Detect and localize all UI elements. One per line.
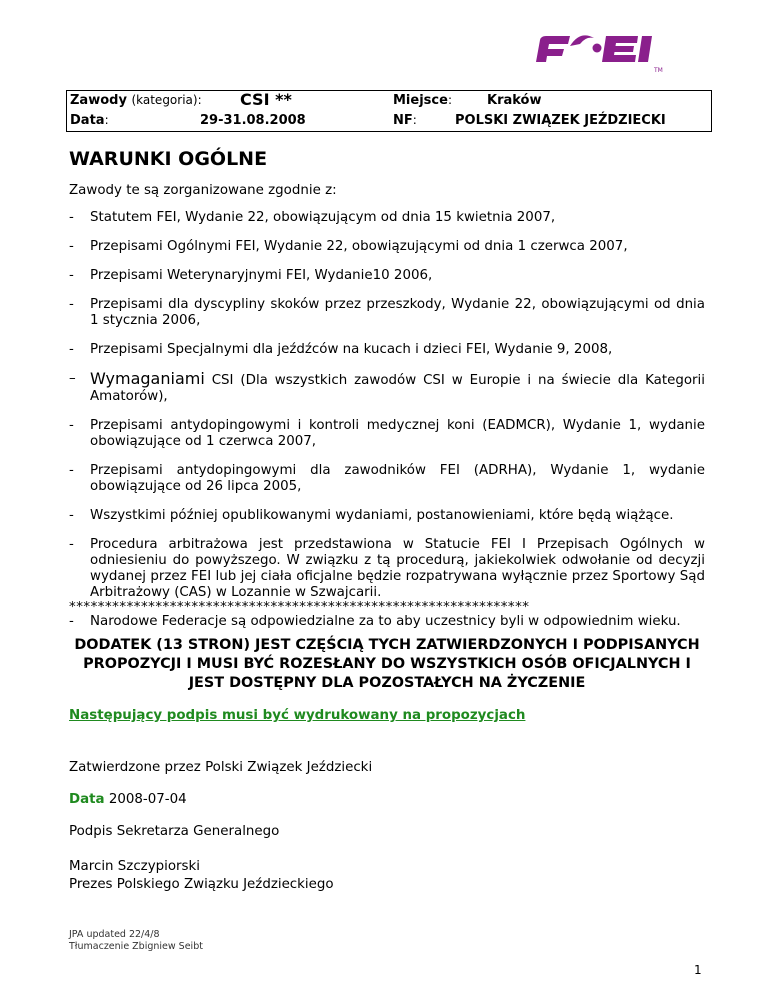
list-dash: - <box>69 463 74 478</box>
list-item-text: Statutem FEI, Wydanie 22, obowiązującym od dnia 15 kwietnia 2007, <box>90 210 556 225</box>
list-dash: - <box>69 342 74 357</box>
footer-updated: JPA updated 22/4/8 <box>69 929 160 940</box>
list-dash: - <box>69 239 74 254</box>
signature-notice-link[interactable]: Następujący podpis musi być wydrukowany na propozycjach <box>69 708 526 723</box>
signer-title: Prezes Polskiego Związku Jeździeckiego <box>69 877 334 892</box>
footer-translation: Tłumaczenie Zbigniew Seibt <box>69 941 203 952</box>
date-label-group: Data: <box>70 113 109 128</box>
intro-text: Zawody te są zorganizowane zgodnie z: <box>69 183 337 198</box>
list-item-text: Przepisami Ogólnymi FEI, Wydanie 22, obowiązującymi od dnia 1 czerwca 2007, <box>90 239 628 254</box>
list-dash: - <box>69 297 74 312</box>
list-item <box>69 342 705 358</box>
fei-logo <box>530 24 690 80</box>
list-item <box>69 268 705 284</box>
secretary-signature: Podpis Sekretarza Generalnego <box>69 824 280 839</box>
list-item <box>69 463 705 495</box>
list-item-text: Przepisami Weterynaryjnymi FEI, Wydanie10 2006, <box>90 268 433 283</box>
nf-value: POLSKI ZWIĄZEK JEŹDZIECKI <box>455 113 666 128</box>
footer <box>69 929 203 953</box>
place-label-group: Miejsce: <box>393 93 452 108</box>
list-item <box>69 239 705 255</box>
list-dash: - <box>69 508 74 523</box>
event-label-group: Zawody (kategoria): <box>70 93 202 108</box>
approved-by: Zatwierdzone przez Polski Związek Jeździecki <box>69 760 373 775</box>
svg-text:TM: TM <box>654 67 663 74</box>
place-value: Kraków <box>487 93 542 108</box>
list-item <box>69 210 705 226</box>
date-value: 29-31.08.2008 <box>200 113 306 128</box>
list-item-text: Wymaganiami CSI (Dla wszystkich zawodów CSI w Europie i na świecie dla Kategorii Amatorów), <box>90 369 705 404</box>
list-item-text: Przepisami antydopingowymi i kontroli medycznej koni (EADMCR), Wydanie 1, wydanie obowiązujące od 1 czerwca 2007, <box>90 418 705 449</box>
signer-name: Marcin Szczypiorski <box>69 859 201 874</box>
page-number: 1 <box>694 963 702 977</box>
event-value: CSI ** <box>240 90 292 109</box>
list-item-text: Procedura arbitrażowa jest przedstawiona w Statucie FEI I Przepisach Ogólnych w odniesieniu do powyższego. W związku z tą procedurą, jakiekolwiek odwołanie od decyzji wydanej przez FEI lub jej ciała oficjalne będzie rozpatrywana wyłącznie przez Sportowy Sąd Arbitrażowy (CAS) w Lozannie w Szwajcarii. <box>90 537 705 600</box>
separator-stars: **************************************************************** <box>69 600 530 615</box>
approval-date-label: Data <box>69 792 105 807</box>
list-item <box>69 418 705 450</box>
annex-notice: DODATEK (13 STRON) JEST CZĘŚCIĄ TYCH ZATWIERDZONYCH I PODPISANYCH PROPOZYCJI I MUSI BYĆ ROZESŁANY DO WSZYSTKICH OSÓB OFICJALNYCH I JEST DOSTĘPNY DLA POZOSTAŁYCH NA ŻYCZENIE <box>74 637 700 691</box>
list-item <box>69 614 705 630</box>
list-item-text: Wszystkimi później opublikowanymi wydaniami, postanowieniami, które będą wiążące. <box>90 508 674 523</box>
list-item-text: Przepisami dla dyscypliny skoków przez przeszkody, Wydanie 22, obowiązującymi od dnia 1 stycznia 2006, <box>90 297 705 328</box>
list-dash: - <box>69 210 74 225</box>
signer-block <box>69 858 334 894</box>
approval-date-value: 2008-07-04 <box>104 792 187 807</box>
list-item <box>69 537 705 601</box>
nf-label-group: NF: <box>393 113 417 128</box>
page-title: WARUNKI OGÓLNE <box>69 148 268 170</box>
list-item-text: Przepisami antydopingowymi dla zawodników FEI (ADRHA), Wydanie 1, wydanie obowiązujące od 26 lipca 2005, <box>90 463 705 494</box>
approval-date <box>69 792 187 807</box>
list-dash: - <box>69 614 74 629</box>
list-item-text: Narodowe Federacje są odpowiedzialne za to aby uczestnicy byli w odpowiednim wieku. <box>90 614 681 629</box>
list-dash: - <box>69 268 74 283</box>
event-info-box <box>66 90 712 132</box>
list-item <box>69 297 705 329</box>
list-dash: – <box>69 371 76 386</box>
list-item <box>69 371 705 405</box>
list-dash: - <box>69 418 74 433</box>
list-item-text: Przepisami Specjalnymi dla jeźdźców na kucach i dzieci FEI, Wydanie 9, 2008, <box>90 342 613 357</box>
regulations-list <box>69 210 705 643</box>
list-item <box>69 508 705 524</box>
list-dash: - <box>69 537 74 552</box>
